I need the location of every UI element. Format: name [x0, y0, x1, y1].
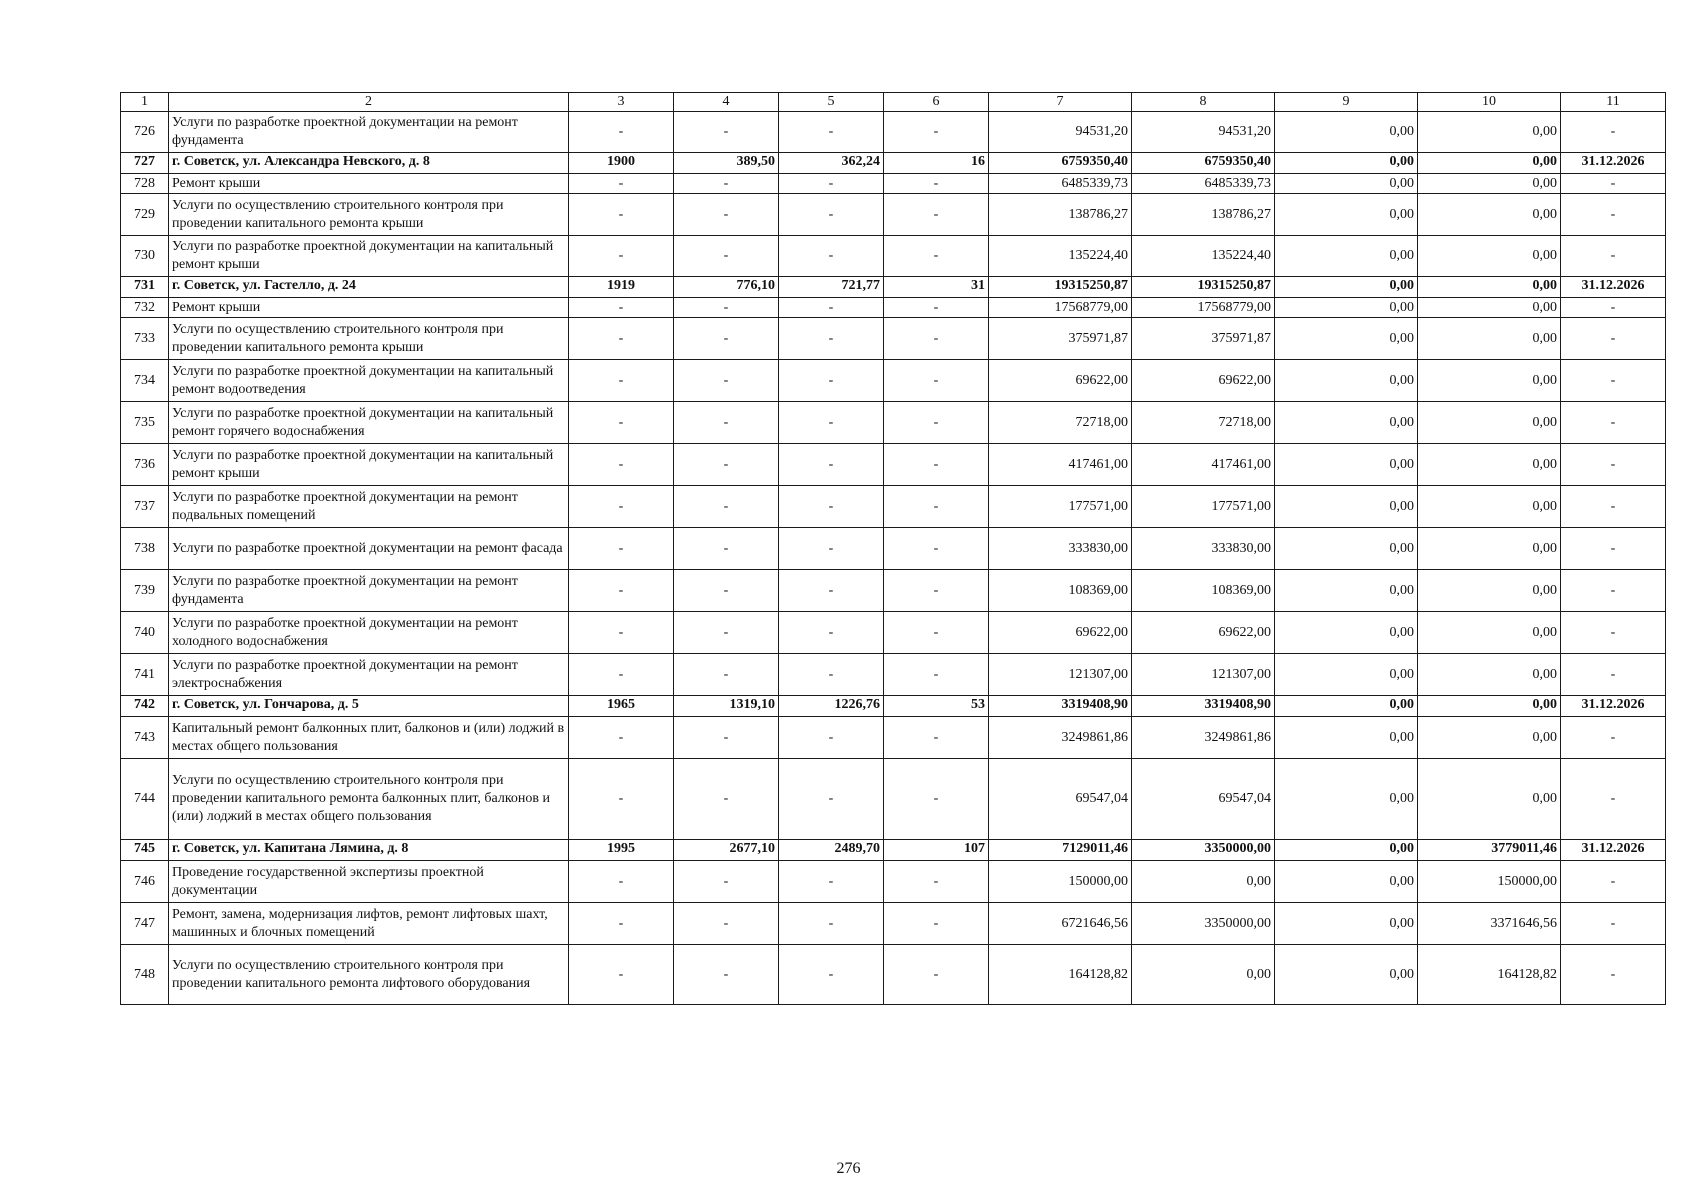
item-name: Услуги по разработке проектной документации на ремонт холодного водоснабжения — [169, 612, 569, 654]
cell-col11: - — [1561, 903, 1666, 945]
cell-col7: 164128,82 — [989, 945, 1132, 1005]
table-row — [121, 318, 1666, 360]
table-row — [121, 194, 1666, 236]
cell-col10: 0,00 — [1418, 194, 1561, 236]
cell-col10: 0,00 — [1418, 654, 1561, 696]
cell-col4: 389,50 — [674, 153, 779, 174]
cell-col8: 135224,40 — [1132, 236, 1275, 277]
cell-col5: - — [779, 174, 884, 194]
cell-col7: 177571,00 — [989, 486, 1132, 528]
cell-col8: 375971,87 — [1132, 318, 1275, 360]
table-row — [121, 759, 1666, 840]
cell-col9: 0,00 — [1275, 174, 1418, 194]
cell-col5: - — [779, 654, 884, 696]
cell-col6: - — [884, 612, 989, 654]
table-row — [121, 528, 1666, 570]
cell-col10: 0,00 — [1418, 112, 1561, 153]
row-number: 740 — [121, 612, 169, 654]
cell-col9: 0,00 — [1275, 486, 1418, 528]
cell-col10: 0,00 — [1418, 298, 1561, 318]
item-name: Услуги по разработке проектной документации на ремонт фундамента — [169, 112, 569, 153]
cell-col5: - — [779, 402, 884, 444]
cell-col4: - — [674, 903, 779, 945]
item-name: Услуги по осуществлению строительного контроля при проведении капитального ремонта крыши — [169, 194, 569, 236]
cell-col3: - — [569, 236, 674, 277]
table-row — [121, 486, 1666, 528]
row-number: 729 — [121, 194, 169, 236]
cell-col7: 94531,20 — [989, 112, 1132, 153]
cell-col11: - — [1561, 759, 1666, 840]
cell-col6: - — [884, 236, 989, 277]
row-number: 728 — [121, 174, 169, 194]
cell-col8: 0,00 — [1132, 861, 1275, 903]
cell-col4: - — [674, 717, 779, 759]
item-name: Услуги по разработке проектной документации на ремонт электроснабжения — [169, 654, 569, 696]
cell-col3: - — [569, 402, 674, 444]
cell-col10: 3779011,46 — [1418, 840, 1561, 861]
cell-col8: 0,00 — [1132, 945, 1275, 1005]
cell-col3: - — [569, 570, 674, 612]
item-name: Ремонт крыши — [169, 298, 569, 318]
cell-col7: 6485339,73 — [989, 174, 1132, 194]
row-number: 744 — [121, 759, 169, 840]
cell-col8: 69622,00 — [1132, 612, 1275, 654]
cell-col6: - — [884, 360, 989, 402]
item-name: Услуги по разработке проектной документации на ремонт фундамента — [169, 570, 569, 612]
cell-col6: - — [884, 486, 989, 528]
cell-col3: - — [569, 112, 674, 153]
cell-col5: 1226,76 — [779, 696, 884, 717]
header-row — [121, 93, 1666, 112]
cell-col8: 6759350,40 — [1132, 153, 1275, 174]
cell-col7: 69622,00 — [989, 360, 1132, 402]
row-number: 739 — [121, 570, 169, 612]
header-cell: 3 — [569, 93, 674, 112]
item-name: г. Советск, ул. Гончарова, д. 5 — [169, 696, 569, 717]
item-name: Услуги по разработке проектной документации на капитальный ремонт крыши — [169, 444, 569, 486]
cell-col5: 721,77 — [779, 277, 884, 298]
table-row — [121, 903, 1666, 945]
cell-col11: - — [1561, 945, 1666, 1005]
cell-col5: - — [779, 236, 884, 277]
cell-col8: 94531,20 — [1132, 112, 1275, 153]
cell-col8: 3319408,90 — [1132, 696, 1275, 717]
cell-col9: 0,00 — [1275, 861, 1418, 903]
row-number: 730 — [121, 236, 169, 277]
header-cell: 4 — [674, 93, 779, 112]
cell-col11: - — [1561, 236, 1666, 277]
header-cell: 10 — [1418, 93, 1561, 112]
item-name: Услуги по осуществлению строительного контроля при проведении капитального ремонта лифтового оборудования — [169, 945, 569, 1005]
cell-col4: 2677,10 — [674, 840, 779, 861]
cell-col4: - — [674, 945, 779, 1005]
page-number: 276 — [836, 1160, 861, 1177]
cell-col6: - — [884, 759, 989, 840]
header-cell: 6 — [884, 93, 989, 112]
cell-col6: 16 — [884, 153, 989, 174]
cell-col9: 0,00 — [1275, 717, 1418, 759]
cell-col8: 417461,00 — [1132, 444, 1275, 486]
cell-col3: - — [569, 318, 674, 360]
cell-col8: 333830,00 — [1132, 528, 1275, 570]
cell-col11: - — [1561, 174, 1666, 194]
table-row — [121, 360, 1666, 402]
cell-col6: - — [884, 717, 989, 759]
cell-col3: - — [569, 444, 674, 486]
cell-col3: - — [569, 759, 674, 840]
table-row — [121, 402, 1666, 444]
cell-col4: - — [674, 402, 779, 444]
cell-col5: - — [779, 112, 884, 153]
cell-col8: 69622,00 — [1132, 360, 1275, 402]
cell-col7: 69622,00 — [989, 612, 1132, 654]
cell-col11: - — [1561, 194, 1666, 236]
table-row — [121, 945, 1666, 1005]
cell-col6: - — [884, 570, 989, 612]
cell-col10: 0,00 — [1418, 153, 1561, 174]
header-cell: 11 — [1561, 93, 1666, 112]
cell-col11: - — [1561, 486, 1666, 528]
cell-col4: - — [674, 236, 779, 277]
cell-col7: 7129011,46 — [989, 840, 1132, 861]
row-number: 738 — [121, 528, 169, 570]
cell-col6: 107 — [884, 840, 989, 861]
cell-col8: 108369,00 — [1132, 570, 1275, 612]
cell-col3: - — [569, 612, 674, 654]
cell-col10: 3371646,56 — [1418, 903, 1561, 945]
cell-col8: 17568779,00 — [1132, 298, 1275, 318]
row-number: 727 — [121, 153, 169, 174]
cell-col4: - — [674, 486, 779, 528]
cell-col7: 19315250,87 — [989, 277, 1132, 298]
table-row-address — [121, 696, 1666, 717]
row-number: 735 — [121, 402, 169, 444]
cell-col3: - — [569, 654, 674, 696]
cell-col4: - — [674, 360, 779, 402]
table-row-address — [121, 153, 1666, 174]
cell-col8: 138786,27 — [1132, 194, 1275, 236]
cell-col9: 0,00 — [1275, 277, 1418, 298]
cell-col4: - — [674, 570, 779, 612]
item-name: Услуги по разработке проектной документации на капитальный ремонт горячего водоснабжения — [169, 402, 569, 444]
cell-col9: 0,00 — [1275, 945, 1418, 1005]
row-number: 746 — [121, 861, 169, 903]
cell-col3: - — [569, 861, 674, 903]
row-number: 748 — [121, 945, 169, 1005]
cell-col10: 0,00 — [1418, 759, 1561, 840]
header-cell: 8 — [1132, 93, 1275, 112]
cell-col10: 0,00 — [1418, 486, 1561, 528]
cell-col11: - — [1561, 654, 1666, 696]
item-name: Услуги по осуществлению строительного контроля при проведении капитального ремонта балконных плит, балконов и (или) лоджий в местах общего пользования — [169, 759, 569, 840]
table-body — [121, 93, 1666, 1005]
cell-col7: 150000,00 — [989, 861, 1132, 903]
row-number: 741 — [121, 654, 169, 696]
cell-col5: - — [779, 486, 884, 528]
cell-col9: 0,00 — [1275, 654, 1418, 696]
cell-col7: 69547,04 — [989, 759, 1132, 840]
table-row — [121, 861, 1666, 903]
cell-col7: 6721646,56 — [989, 903, 1132, 945]
cell-col10: 150000,00 — [1418, 861, 1561, 903]
cell-col7: 375971,87 — [989, 318, 1132, 360]
cell-col5: - — [779, 759, 884, 840]
header-cell: 2 — [169, 93, 569, 112]
row-number: 745 — [121, 840, 169, 861]
cell-col10: 0,00 — [1418, 402, 1561, 444]
cell-col4: - — [674, 444, 779, 486]
cell-col5: - — [779, 318, 884, 360]
cell-col5: - — [779, 194, 884, 236]
cell-col3: 1919 — [569, 277, 674, 298]
cell-col4: - — [674, 318, 779, 360]
cell-col6: - — [884, 318, 989, 360]
cell-col9: 0,00 — [1275, 528, 1418, 570]
item-name: г. Советск, ул. Александра Невского, д. 8 — [169, 153, 569, 174]
table-row — [121, 298, 1666, 318]
cell-col10: 0,00 — [1418, 174, 1561, 194]
cell-col5: - — [779, 717, 884, 759]
cell-col10: 0,00 — [1418, 318, 1561, 360]
cell-col9: 0,00 — [1275, 402, 1418, 444]
cell-col7: 417461,00 — [989, 444, 1132, 486]
table-row — [121, 654, 1666, 696]
cell-col11: - — [1561, 298, 1666, 318]
cell-col11: - — [1561, 112, 1666, 153]
row-number: 736 — [121, 444, 169, 486]
table-row — [121, 236, 1666, 277]
row-number: 734 — [121, 360, 169, 402]
cell-col9: 0,00 — [1275, 903, 1418, 945]
cell-col11: - — [1561, 861, 1666, 903]
item-name: Услуги по разработке проектной документации на ремонт фасада — [169, 528, 569, 570]
cell-col9: 0,00 — [1275, 840, 1418, 861]
cell-col9: 0,00 — [1275, 236, 1418, 277]
cell-col3: - — [569, 945, 674, 1005]
cell-col5: - — [779, 903, 884, 945]
cell-col3: 1995 — [569, 840, 674, 861]
cell-col8: 6485339,73 — [1132, 174, 1275, 194]
row-number: 737 — [121, 486, 169, 528]
item-name: Ремонт, замена, модернизация лифтов, ремонт лифтовых шахт, машинных и блочных помещений — [169, 903, 569, 945]
table-row — [121, 444, 1666, 486]
cell-col3: - — [569, 528, 674, 570]
cell-col4: - — [674, 654, 779, 696]
cell-col7: 135224,40 — [989, 236, 1132, 277]
row-number: 743 — [121, 717, 169, 759]
cell-col7: 333830,00 — [989, 528, 1132, 570]
row-number: 747 — [121, 903, 169, 945]
item-name: Капитальный ремонт балконных плит, балконов и (или) лоджий в местах общего пользования — [169, 717, 569, 759]
cell-col7: 3249861,86 — [989, 717, 1132, 759]
table-row — [121, 717, 1666, 759]
cell-col4: - — [674, 112, 779, 153]
cell-col11: - — [1561, 360, 1666, 402]
cell-col3: - — [569, 717, 674, 759]
cell-col9: 0,00 — [1275, 153, 1418, 174]
cell-col3: - — [569, 486, 674, 528]
item-name: г. Советск, ул. Гастелло, д. 24 — [169, 277, 569, 298]
cell-col6: - — [884, 654, 989, 696]
cell-col11: - — [1561, 318, 1666, 360]
cell-col4: - — [674, 528, 779, 570]
row-number: 742 — [121, 696, 169, 717]
cell-col6: - — [884, 528, 989, 570]
cell-col11: - — [1561, 444, 1666, 486]
cell-col4: 776,10 — [674, 277, 779, 298]
cell-col4: - — [674, 861, 779, 903]
cell-col6: - — [884, 903, 989, 945]
cell-col10: 0,00 — [1418, 528, 1561, 570]
row-number: 733 — [121, 318, 169, 360]
cell-col8: 121307,00 — [1132, 654, 1275, 696]
cell-col6: 53 — [884, 696, 989, 717]
row-number: 732 — [121, 298, 169, 318]
table-row-address — [121, 840, 1666, 861]
cell-col11: - — [1561, 612, 1666, 654]
cell-col6: - — [884, 444, 989, 486]
cell-col3: - — [569, 194, 674, 236]
cell-col9: 0,00 — [1275, 318, 1418, 360]
table-row-address — [121, 277, 1666, 298]
cell-col6: - — [884, 174, 989, 194]
cell-col3: - — [569, 360, 674, 402]
cell-col11: - — [1561, 717, 1666, 759]
cell-col8: 3249861,86 — [1132, 717, 1275, 759]
cell-col7: 108369,00 — [989, 570, 1132, 612]
cell-col4: 1319,10 — [674, 696, 779, 717]
cell-col4: - — [674, 174, 779, 194]
cell-col7: 138786,27 — [989, 194, 1132, 236]
cell-col4: - — [674, 612, 779, 654]
cell-col10: 164128,82 — [1418, 945, 1561, 1005]
cell-col7: 72718,00 — [989, 402, 1132, 444]
cell-col9: 0,00 — [1275, 696, 1418, 717]
cell-col4: - — [674, 759, 779, 840]
cell-col7: 6759350,40 — [989, 153, 1132, 174]
cell-col5: 2489,70 — [779, 840, 884, 861]
cell-col3: 1965 — [569, 696, 674, 717]
cell-col9: 0,00 — [1275, 360, 1418, 402]
item-name: Ремонт крыши — [169, 174, 569, 194]
cell-col9: 0,00 — [1275, 570, 1418, 612]
cell-col9: 0,00 — [1275, 759, 1418, 840]
item-name: Услуги по осуществлению строительного контроля при проведении капитального ремонта крыши — [169, 318, 569, 360]
table-row — [121, 612, 1666, 654]
cell-col11: 31.12.2026 — [1561, 840, 1666, 861]
cell-col6: - — [884, 112, 989, 153]
cell-col10: 0,00 — [1418, 444, 1561, 486]
cell-col5: - — [779, 528, 884, 570]
row-number: 726 — [121, 112, 169, 153]
cell-col10: 0,00 — [1418, 277, 1561, 298]
cell-col7: 3319408,90 — [989, 696, 1132, 717]
cell-col4: - — [674, 194, 779, 236]
cell-col11: - — [1561, 570, 1666, 612]
cell-col9: 0,00 — [1275, 194, 1418, 236]
cell-col8: 3350000,00 — [1132, 840, 1275, 861]
cell-col5: - — [779, 298, 884, 318]
header-cell: 9 — [1275, 93, 1418, 112]
cell-col7: 121307,00 — [989, 654, 1132, 696]
cell-col10: 0,00 — [1418, 717, 1561, 759]
cell-col7: 17568779,00 — [989, 298, 1132, 318]
cell-col5: - — [779, 612, 884, 654]
cell-col8: 3350000,00 — [1132, 903, 1275, 945]
cell-col9: 0,00 — [1275, 112, 1418, 153]
cell-col5: - — [779, 444, 884, 486]
cell-col11: 31.12.2026 — [1561, 277, 1666, 298]
cell-col8: 72718,00 — [1132, 402, 1275, 444]
table-row — [121, 174, 1666, 194]
cell-col6: - — [884, 945, 989, 1005]
cell-col3: - — [569, 298, 674, 318]
header-cell: 7 — [989, 93, 1132, 112]
cell-col8: 69547,04 — [1132, 759, 1275, 840]
cell-col6: - — [884, 298, 989, 318]
cell-col6: - — [884, 861, 989, 903]
cell-col11: 31.12.2026 — [1561, 153, 1666, 174]
cell-col11: - — [1561, 528, 1666, 570]
cell-col4: - — [674, 298, 779, 318]
cell-col3: 1900 — [569, 153, 674, 174]
cell-col3: - — [569, 903, 674, 945]
item-name: Услуги по разработке проектной документации на капитальный ремонт водоотведения — [169, 360, 569, 402]
cell-col11: - — [1561, 402, 1666, 444]
table-row — [121, 112, 1666, 153]
cell-col10: 0,00 — [1418, 360, 1561, 402]
table-row — [121, 570, 1666, 612]
cell-col5: 362,24 — [779, 153, 884, 174]
cell-col10: 0,00 — [1418, 236, 1561, 277]
cell-col11: 31.12.2026 — [1561, 696, 1666, 717]
item-name: г. Советск, ул. Капитана Лямина, д. 8 — [169, 840, 569, 861]
header-cell: 5 — [779, 93, 884, 112]
cell-col6: - — [884, 194, 989, 236]
document-table — [120, 92, 1666, 1005]
cell-col6: 31 — [884, 277, 989, 298]
row-number: 731 — [121, 277, 169, 298]
cell-col10: 0,00 — [1418, 570, 1561, 612]
cell-col9: 0,00 — [1275, 298, 1418, 318]
cell-col9: 0,00 — [1275, 444, 1418, 486]
item-name: Услуги по разработке проектной документации на капитальный ремонт крыши — [169, 236, 569, 277]
cell-col8: 19315250,87 — [1132, 277, 1275, 298]
cell-col5: - — [779, 945, 884, 1005]
cell-col10: 0,00 — [1418, 696, 1561, 717]
cell-col6: - — [884, 402, 989, 444]
cell-col5: - — [779, 861, 884, 903]
cell-col3: - — [569, 174, 674, 194]
header-cell: 1 — [121, 93, 169, 112]
item-name: Услуги по разработке проектной документации на ремонт подвальных помещений — [169, 486, 569, 528]
item-name: Проведение государственной экспертизы проектной документации — [169, 861, 569, 903]
cell-col9: 0,00 — [1275, 612, 1418, 654]
cell-col8: 177571,00 — [1132, 486, 1275, 528]
cell-col10: 0,00 — [1418, 612, 1561, 654]
cell-col5: - — [779, 570, 884, 612]
cell-col5: - — [779, 360, 884, 402]
